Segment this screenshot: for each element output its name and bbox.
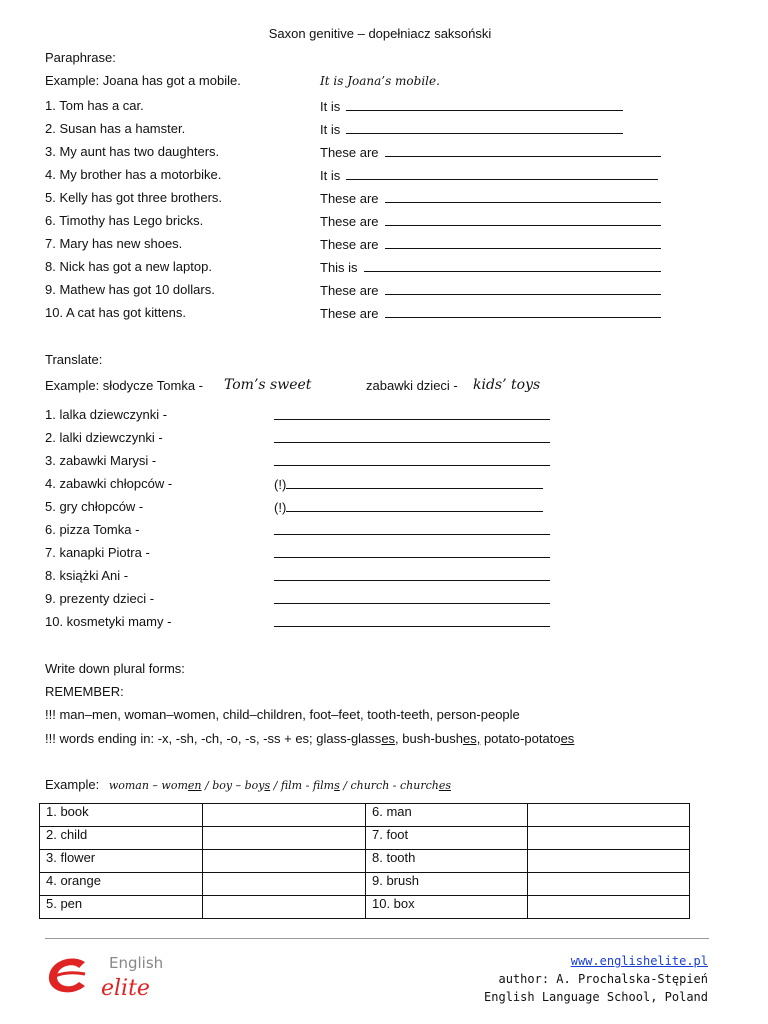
answer-blank-line[interactable] bbox=[385, 190, 661, 203]
plural-answer-cell[interactable] bbox=[203, 850, 366, 873]
paraphrase-item-sentence: 9. Mathew has got 10 dollars. bbox=[45, 282, 215, 297]
plural-rule-1: !!! man–men, woman–women, child–children, foot–feet, tooth-teeth, person-people bbox=[45, 707, 520, 722]
footer-url[interactable] bbox=[571, 952, 708, 970]
page-title: Saxon genitive – dopełniacz saksoński bbox=[268, 26, 492, 41]
remember-label: REMEMBER: bbox=[45, 684, 124, 699]
plural-answer-cell[interactable] bbox=[203, 873, 366, 896]
plural-word-cell: 2. child bbox=[40, 827, 203, 850]
paraphrase-item-answer bbox=[320, 282, 661, 299]
translate-item-phrase: 10. kosmetyki mamy - bbox=[45, 614, 172, 629]
answer-blank-line[interactable] bbox=[274, 614, 550, 627]
answer-blank-line[interactable] bbox=[286, 476, 543, 489]
paraphrase-answer-prefix: It is bbox=[320, 99, 341, 114]
plural-example bbox=[45, 777, 451, 794]
plural-table bbox=[39, 803, 690, 919]
translate-example2-answer: kids’ toys bbox=[473, 377, 541, 393]
answer-blank-line[interactable] bbox=[274, 545, 550, 558]
paraphrase-answer-prefix: These are bbox=[320, 145, 379, 160]
paraphrase-item-answer bbox=[320, 167, 658, 184]
ex-a: woman – wom bbox=[108, 779, 188, 792]
answer-blank-line[interactable] bbox=[364, 259, 661, 272]
logo-elite-text: elite bbox=[101, 976, 150, 1000]
answer-blank-line[interactable] bbox=[385, 236, 661, 249]
answer-blank-line[interactable] bbox=[385, 305, 661, 318]
paraphrase-item-sentence: 8. Nick has got a new laptop. bbox=[45, 259, 212, 274]
paraphrase-item-sentence: 1. Tom has a car. bbox=[45, 98, 144, 113]
paraphrase-answer-prefix: These are bbox=[320, 283, 379, 298]
translate-item-answer bbox=[274, 476, 543, 493]
rule2-text-a: !!! words ending in: -x, -sh, -ch, -o, -s, -ss + es; glass-glass bbox=[45, 731, 382, 746]
paraphrase-answer-prefix: This is bbox=[320, 260, 358, 275]
ex-u1: en bbox=[187, 779, 202, 792]
paraphrase-item-answer bbox=[320, 213, 661, 230]
plural-table-row bbox=[40, 850, 690, 873]
answer-blank-line[interactable] bbox=[274, 430, 550, 443]
plural-word-cell: 5. pen bbox=[40, 896, 203, 919]
plural-answer-cell[interactable] bbox=[528, 850, 690, 873]
translate-item-answer bbox=[274, 591, 550, 608]
paraphrase-item-answer bbox=[320, 121, 623, 138]
translate-item-phrase: 2. lalki dziewczynki - bbox=[45, 430, 163, 445]
plural-answer-cell[interactable] bbox=[528, 873, 690, 896]
logo-english-text: English bbox=[109, 954, 164, 972]
ex-b: / boy – boy bbox=[201, 779, 265, 792]
answer-blank-line[interactable] bbox=[385, 213, 661, 226]
paraphrase-item-sentence: 2. Susan has a hamster. bbox=[45, 121, 186, 136]
translate-item-phrase: 4. zabawki chłopców - bbox=[45, 476, 173, 491]
paraphrase-item-answer bbox=[320, 259, 661, 276]
plural-answer-cell[interactable] bbox=[203, 827, 366, 850]
answer-blank-line[interactable] bbox=[385, 282, 661, 295]
translate-item-phrase: 7. kanapki Piotra - bbox=[45, 545, 150, 560]
translate-item-answer bbox=[274, 568, 550, 585]
paraphrase-item-answer bbox=[320, 236, 661, 253]
plural-table-row bbox=[40, 827, 690, 850]
answer-blank-line[interactable] bbox=[274, 568, 550, 581]
ex-u2: s bbox=[264, 779, 271, 792]
translate-item-answer bbox=[274, 407, 550, 424]
translate-item-phrase: 1. lalka dziewczynki - bbox=[45, 407, 168, 422]
english-elite-logo bbox=[45, 950, 175, 1000]
paraphrase-answer-prefix: It is bbox=[320, 168, 341, 183]
plural-answer-cell[interactable] bbox=[528, 827, 690, 850]
translate-example2-label: zabawki dzieci - bbox=[366, 378, 458, 393]
ex-d: / church - church bbox=[339, 779, 439, 792]
plural-answer-cell[interactable] bbox=[203, 804, 366, 827]
rule2-text-b: , bush-bush bbox=[395, 731, 463, 746]
paraphrase-item-sentence: 4. My brother has a motorbike. bbox=[45, 167, 222, 182]
ex-u3: s bbox=[334, 779, 340, 792]
paraphrase-answer-prefix: These are bbox=[320, 214, 379, 229]
translate-answer-prefix: (!) bbox=[274, 500, 287, 515]
answer-blank-line[interactable] bbox=[274, 407, 550, 420]
rule2-text-c: potato-potato bbox=[480, 731, 561, 746]
paraphrase-item-answer bbox=[320, 98, 623, 115]
rule2-es-3: es bbox=[560, 731, 575, 746]
translate-item-answer bbox=[274, 430, 550, 447]
site-link[interactable]: www.englishelite.pl bbox=[570, 954, 708, 968]
paraphrase-answer-prefix: These are bbox=[320, 191, 379, 206]
plural-word-cell: 7. foot bbox=[366, 827, 528, 850]
plural-heading: Write down plural forms: bbox=[45, 661, 185, 676]
plural-table-row bbox=[40, 873, 690, 896]
answer-blank-line[interactable] bbox=[274, 591, 550, 604]
translate-item-phrase: 5. gry chłopców - bbox=[45, 499, 144, 514]
plural-word-cell: 3. flower bbox=[40, 850, 203, 873]
footer-divider bbox=[45, 938, 709, 939]
answer-blank-line[interactable] bbox=[286, 499, 543, 512]
answer-blank-line[interactable] bbox=[274, 522, 550, 535]
plural-example-label: Example: bbox=[45, 777, 100, 792]
answer-blank-line[interactable] bbox=[346, 98, 623, 111]
plural-rule-2 bbox=[45, 731, 574, 747]
translate-item-phrase: 3. zabawki Marysi - bbox=[45, 453, 157, 468]
paraphrase-item-sentence: 10. A cat has got kittens. bbox=[45, 305, 186, 320]
translate-item-answer bbox=[274, 522, 550, 539]
paraphrase-item-answer bbox=[320, 190, 661, 207]
plural-answer-cell[interactable] bbox=[528, 804, 690, 827]
paraphrase-answer-prefix: These are bbox=[320, 237, 379, 252]
translate-item-phrase: 8. książki Ani - bbox=[45, 568, 129, 583]
paraphrase-item-answer bbox=[320, 144, 661, 161]
paraphrase-item-sentence: 6. Timothy has Lego bricks. bbox=[45, 213, 204, 228]
translate-heading: Translate: bbox=[45, 352, 103, 367]
paraphrase-example-answer: It is Joana’s mobile. bbox=[320, 74, 440, 88]
answer-blank-line[interactable] bbox=[274, 453, 550, 466]
logo-swoosh-icon bbox=[45, 950, 175, 1000]
plural-word-cell: 4. orange bbox=[40, 873, 203, 896]
answer-blank-line[interactable] bbox=[346, 167, 658, 180]
translate-item-answer bbox=[274, 453, 550, 470]
plural-table-row bbox=[40, 896, 690, 919]
plural-table-row bbox=[40, 804, 690, 827]
paraphrase-item-sentence: 3. My aunt has two daughters. bbox=[45, 144, 220, 159]
ex-c: / film - film bbox=[270, 779, 335, 792]
ex-u4: es bbox=[438, 779, 451, 792]
plural-example-text bbox=[109, 779, 451, 792]
paraphrase-item-sentence: 5. Kelly has got three brothers. bbox=[45, 190, 223, 205]
answer-blank-line[interactable] bbox=[385, 144, 661, 157]
translate-example-answer: Tom’s sweet bbox=[224, 377, 312, 393]
plural-word-cell: 6. man bbox=[366, 804, 528, 827]
plural-answer-cell[interactable] bbox=[203, 896, 366, 919]
paraphrase-example-label: Example: Joana has got a mobile. bbox=[45, 73, 241, 88]
paraphrase-heading: Paraphrase: bbox=[45, 50, 116, 65]
paraphrase-item-sentence: 7. Mary has new shoes. bbox=[45, 236, 183, 251]
translate-item-answer bbox=[274, 614, 550, 631]
translate-example-label: Example: słodycze Tomka - bbox=[45, 378, 203, 393]
rule2-es-2: es, bbox=[462, 731, 481, 746]
footer-author: author: A. Prochalska-Stępień bbox=[498, 972, 708, 986]
plural-word-cell: 1. book bbox=[40, 804, 203, 827]
paraphrase-item-answer bbox=[320, 305, 661, 322]
translate-item-answer bbox=[274, 499, 543, 516]
answer-blank-line[interactable] bbox=[346, 121, 623, 134]
translate-item-phrase: 9. prezenty dzieci - bbox=[45, 591, 155, 606]
paraphrase-answer-prefix: These are bbox=[320, 306, 379, 321]
translate-item-phrase: 6. pizza Tomka - bbox=[45, 522, 140, 537]
paraphrase-answer-prefix: It is bbox=[320, 122, 341, 137]
plural-word-cell: 8. tooth bbox=[366, 850, 528, 873]
translate-item-answer bbox=[274, 545, 550, 562]
footer-school: English Language School, Poland bbox=[484, 990, 708, 1004]
plural-word-cell: 10. box bbox=[366, 896, 528, 919]
plural-answer-cell[interactable] bbox=[528, 896, 690, 919]
rule2-es-1: es bbox=[381, 731, 396, 746]
plural-word-cell: 9. brush bbox=[366, 873, 528, 896]
translate-answer-prefix: (!) bbox=[274, 477, 287, 492]
